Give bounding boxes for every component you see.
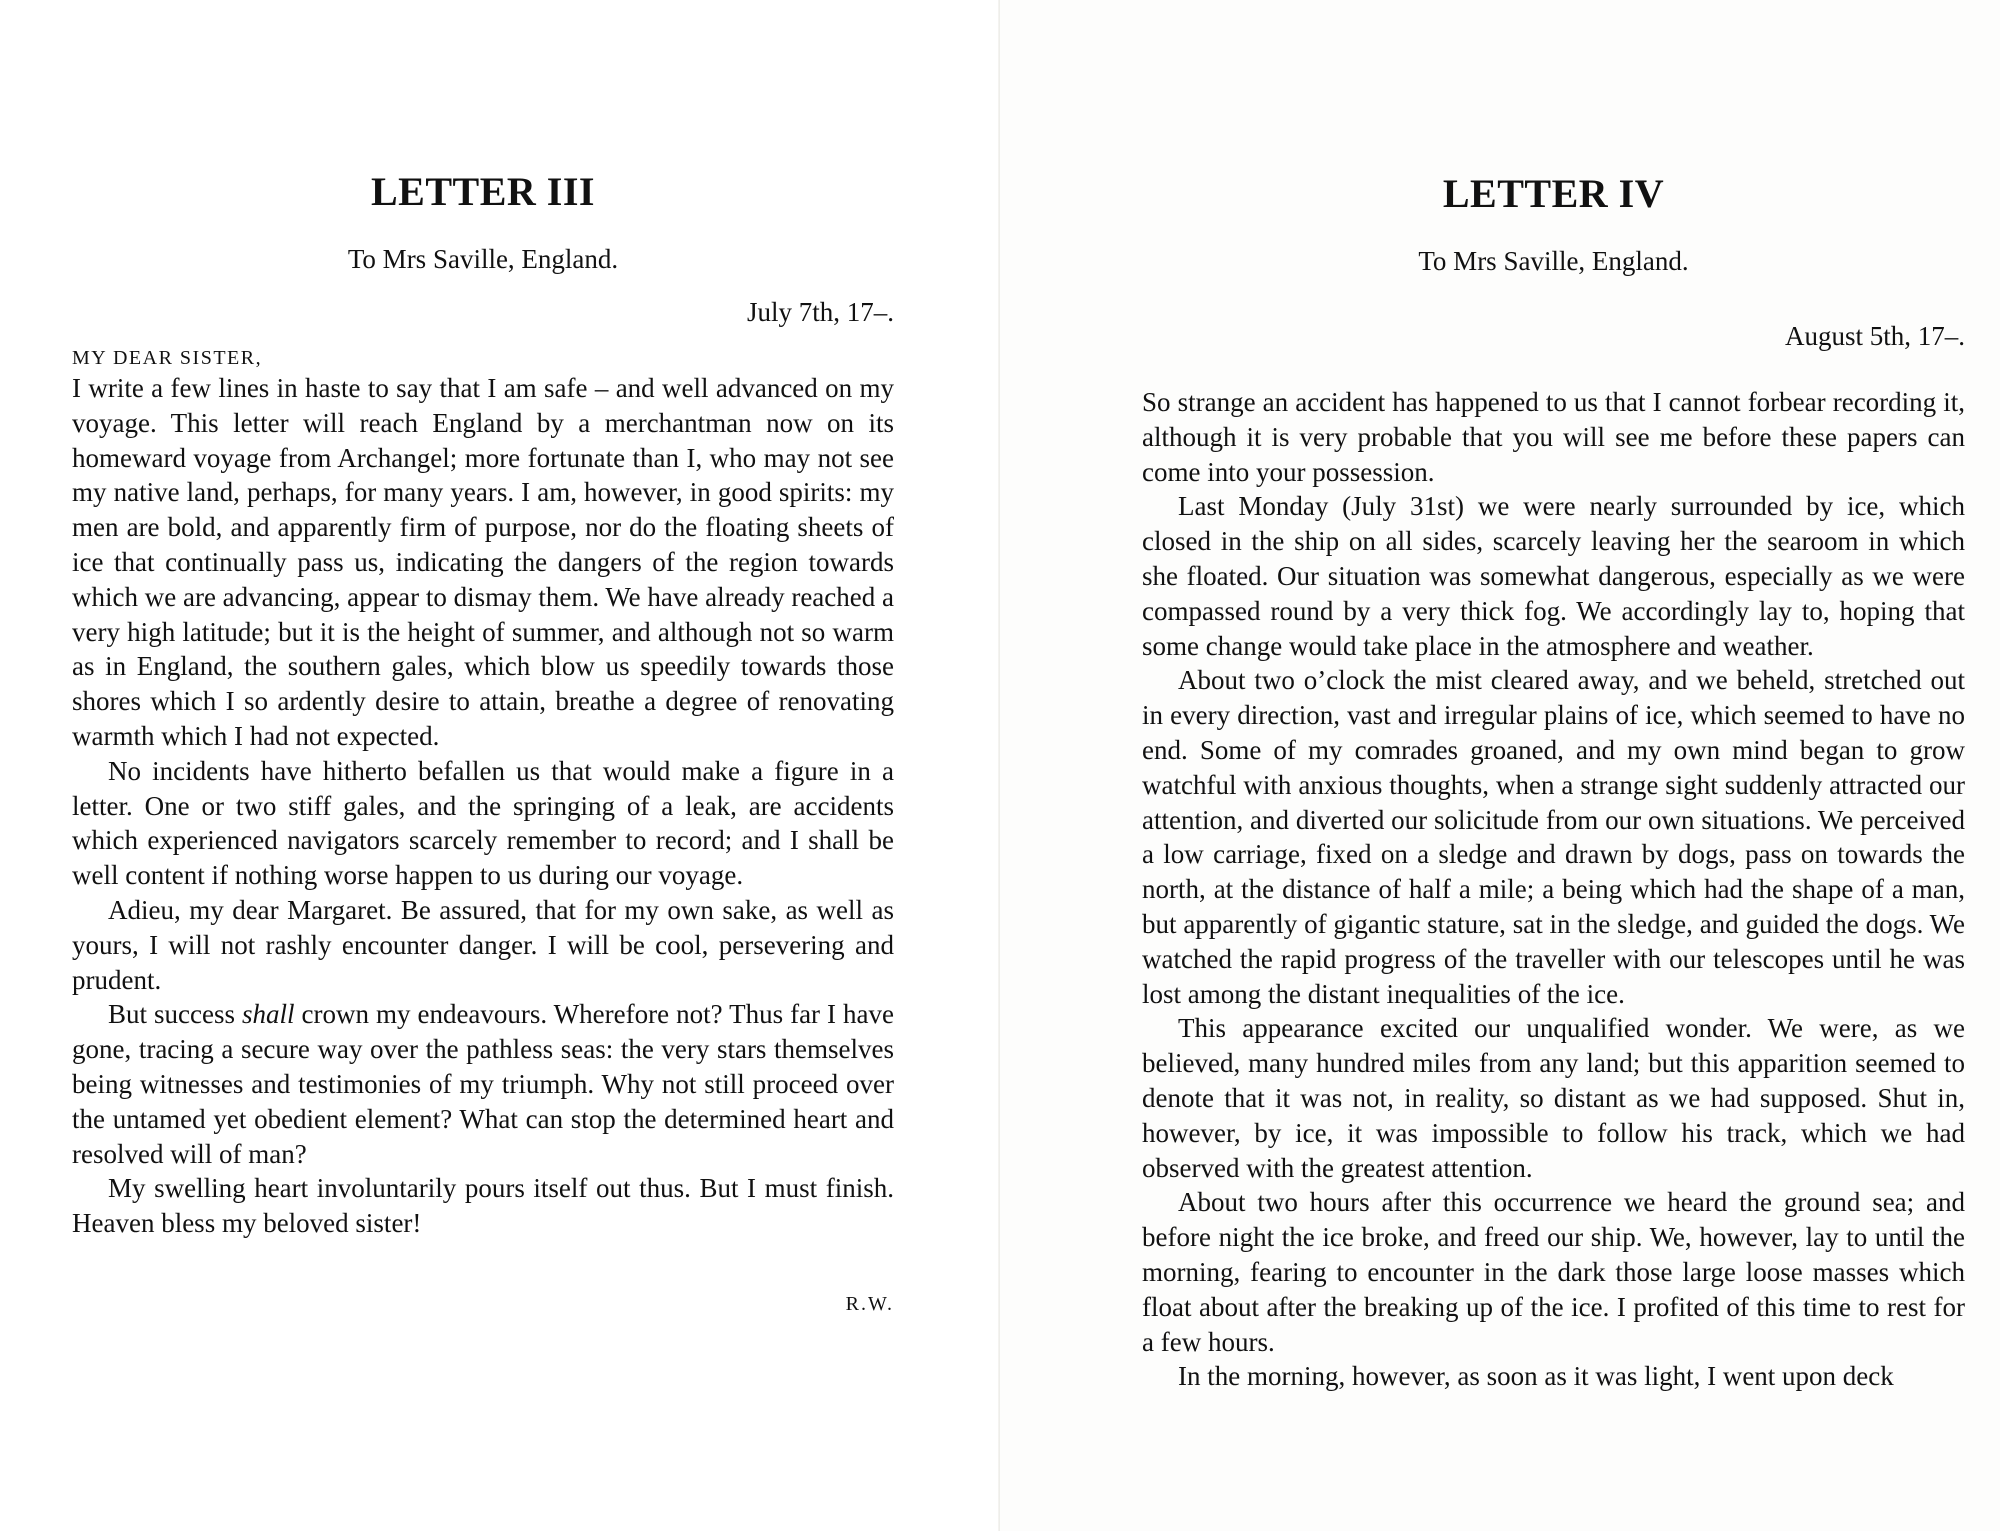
addressee: To Mrs Saville, England. [347,244,619,274]
right-page-content [1142,170,1965,1394]
salutation: MY DEAR SISTER, [72,347,263,369]
emphasis-text: shall [241,999,295,1030]
paragraph: My swelling heart involuntarily pours itself out thus. But I must finish. Heaven bless my beloved sister! [72,1173,894,1239]
letter-title: LETTER IV [1442,171,1665,216]
paragraph: Last Monday (July 31st) we were nearly surrounded by ice, which closed in the ship on all sides, scarcely leaving her the searoom in which she floated. Our situation was somewhat dangerous, especially as we were compassed round by a very thick fog. We accordingly lay to, hoping that some change would take place in the atmosphere and weather. [1142,491,1965,661]
paragraph: No incidents have hitherto befallen us that would make a figure in a letter. One or two stiff gales, and the springing of a leak, are accidents which experienced navigators scarcely remember to record; and I shall be well content if nothing worse happen to us during our voyage. [72,755,894,891]
letter-body [1142,385,1965,1394]
paragraph: About two o’clock the mist cleared away, and we beheld, stretched out in every direction, vast and irregular plains of ice, which seemed to have no end. Some of my comrades groaned, and my own mind began to grow watchful with anxious thoughts, when a strange sight suddenly attracted our attention, and diverted our solicitude from our own situations. We perceived a low carriage, fixed on a sledge and drawn by dogs, pass on towards the north, at the distance of half a mile; a being which had the shape of a man, but apparently of gigantic stature, sat in the sledge, and guided the dogs. We watched the rapid progress of the traveller with our telescopes until he was lost among the distant inequalities of the ice. [1142,665,1965,1009]
paragraph: About two hours after this occurrence we heard the ground sea; and before night the ice broke, and freed our ship. We, however, lay to until the morning, fearing to encounter in the dark those large loose masses which float about after the breaking up of the ice. I profited of this time to rest for a few hours. [1142,1187,1965,1357]
letter-date: July 7th, 17–. [746,297,894,327]
letter-date: August 5th, 17–. [1784,321,1965,351]
paragraph-text: crown my endeavours. Wherefore not? Thus far I have gone, tracing a secure way over the pathless seas: the very stars themselves being witnesses and testimonies of my triumph. Why not still proceed over the untamed yet obedient element? What can stop the determined heart and resolved will of man? [72,999,894,1169]
letter-body [72,371,894,1241]
paragraph: In the morning, however, as soon as it was light, I went upon deck [1178,1361,1894,1392]
letter-title: LETTER III [371,169,595,214]
paragraph [72,997,894,1171]
addressee: To Mrs Saville, England. [1418,246,1689,276]
paragraph: So strange an accident has happened to us that I cannot forbear recording it, although it is very probable that you will see me before these papers can come into your possession. [1142,387,1965,487]
paragraph: Adieu, my dear Margaret. Be assured, that for my own sake, as well as yours, I will not rashly encounter danger. I will be cool, persevering and prudent. [72,894,894,995]
right-page [1000,0,2000,1531]
paragraph: This appearance excited our unqualified wonder. We were, as we believed, many hundred miles from any land; but this apparition seemed to denote that it was not, in reality, so distant as we had supposed. Shut in, however, by ice, it was impossible to follow his track, which we had observed with the greatest attention. [1142,1013,1965,1183]
left-page-content [72,168,894,1316]
paragraph: I write a few lines in haste to say that I am safe – and well advanced on my voyage. This letter will reach England by a merchantman now on its homeward voyage from Archangel; more fortunate than I, who may not see my native land, perhaps, for many years. I am, however, in good spirits: my men are bold, and apparently firm of purpose, nor do the floating sheets of ice that continually pass us, indicating the dangers of the region towards which we are advancing, appear to dismay them. We have already reached a very high latitude; but it is the height of summer, and although not so warm as in England, the southern gales, which blow us speedily towards those shores which I so ardently desire to attain, breathe a degree of renovating warmth which I had not expected. [72,373,894,751]
signature: R.W. [845,1292,894,1315]
paragraph-text: But success [108,999,242,1030]
